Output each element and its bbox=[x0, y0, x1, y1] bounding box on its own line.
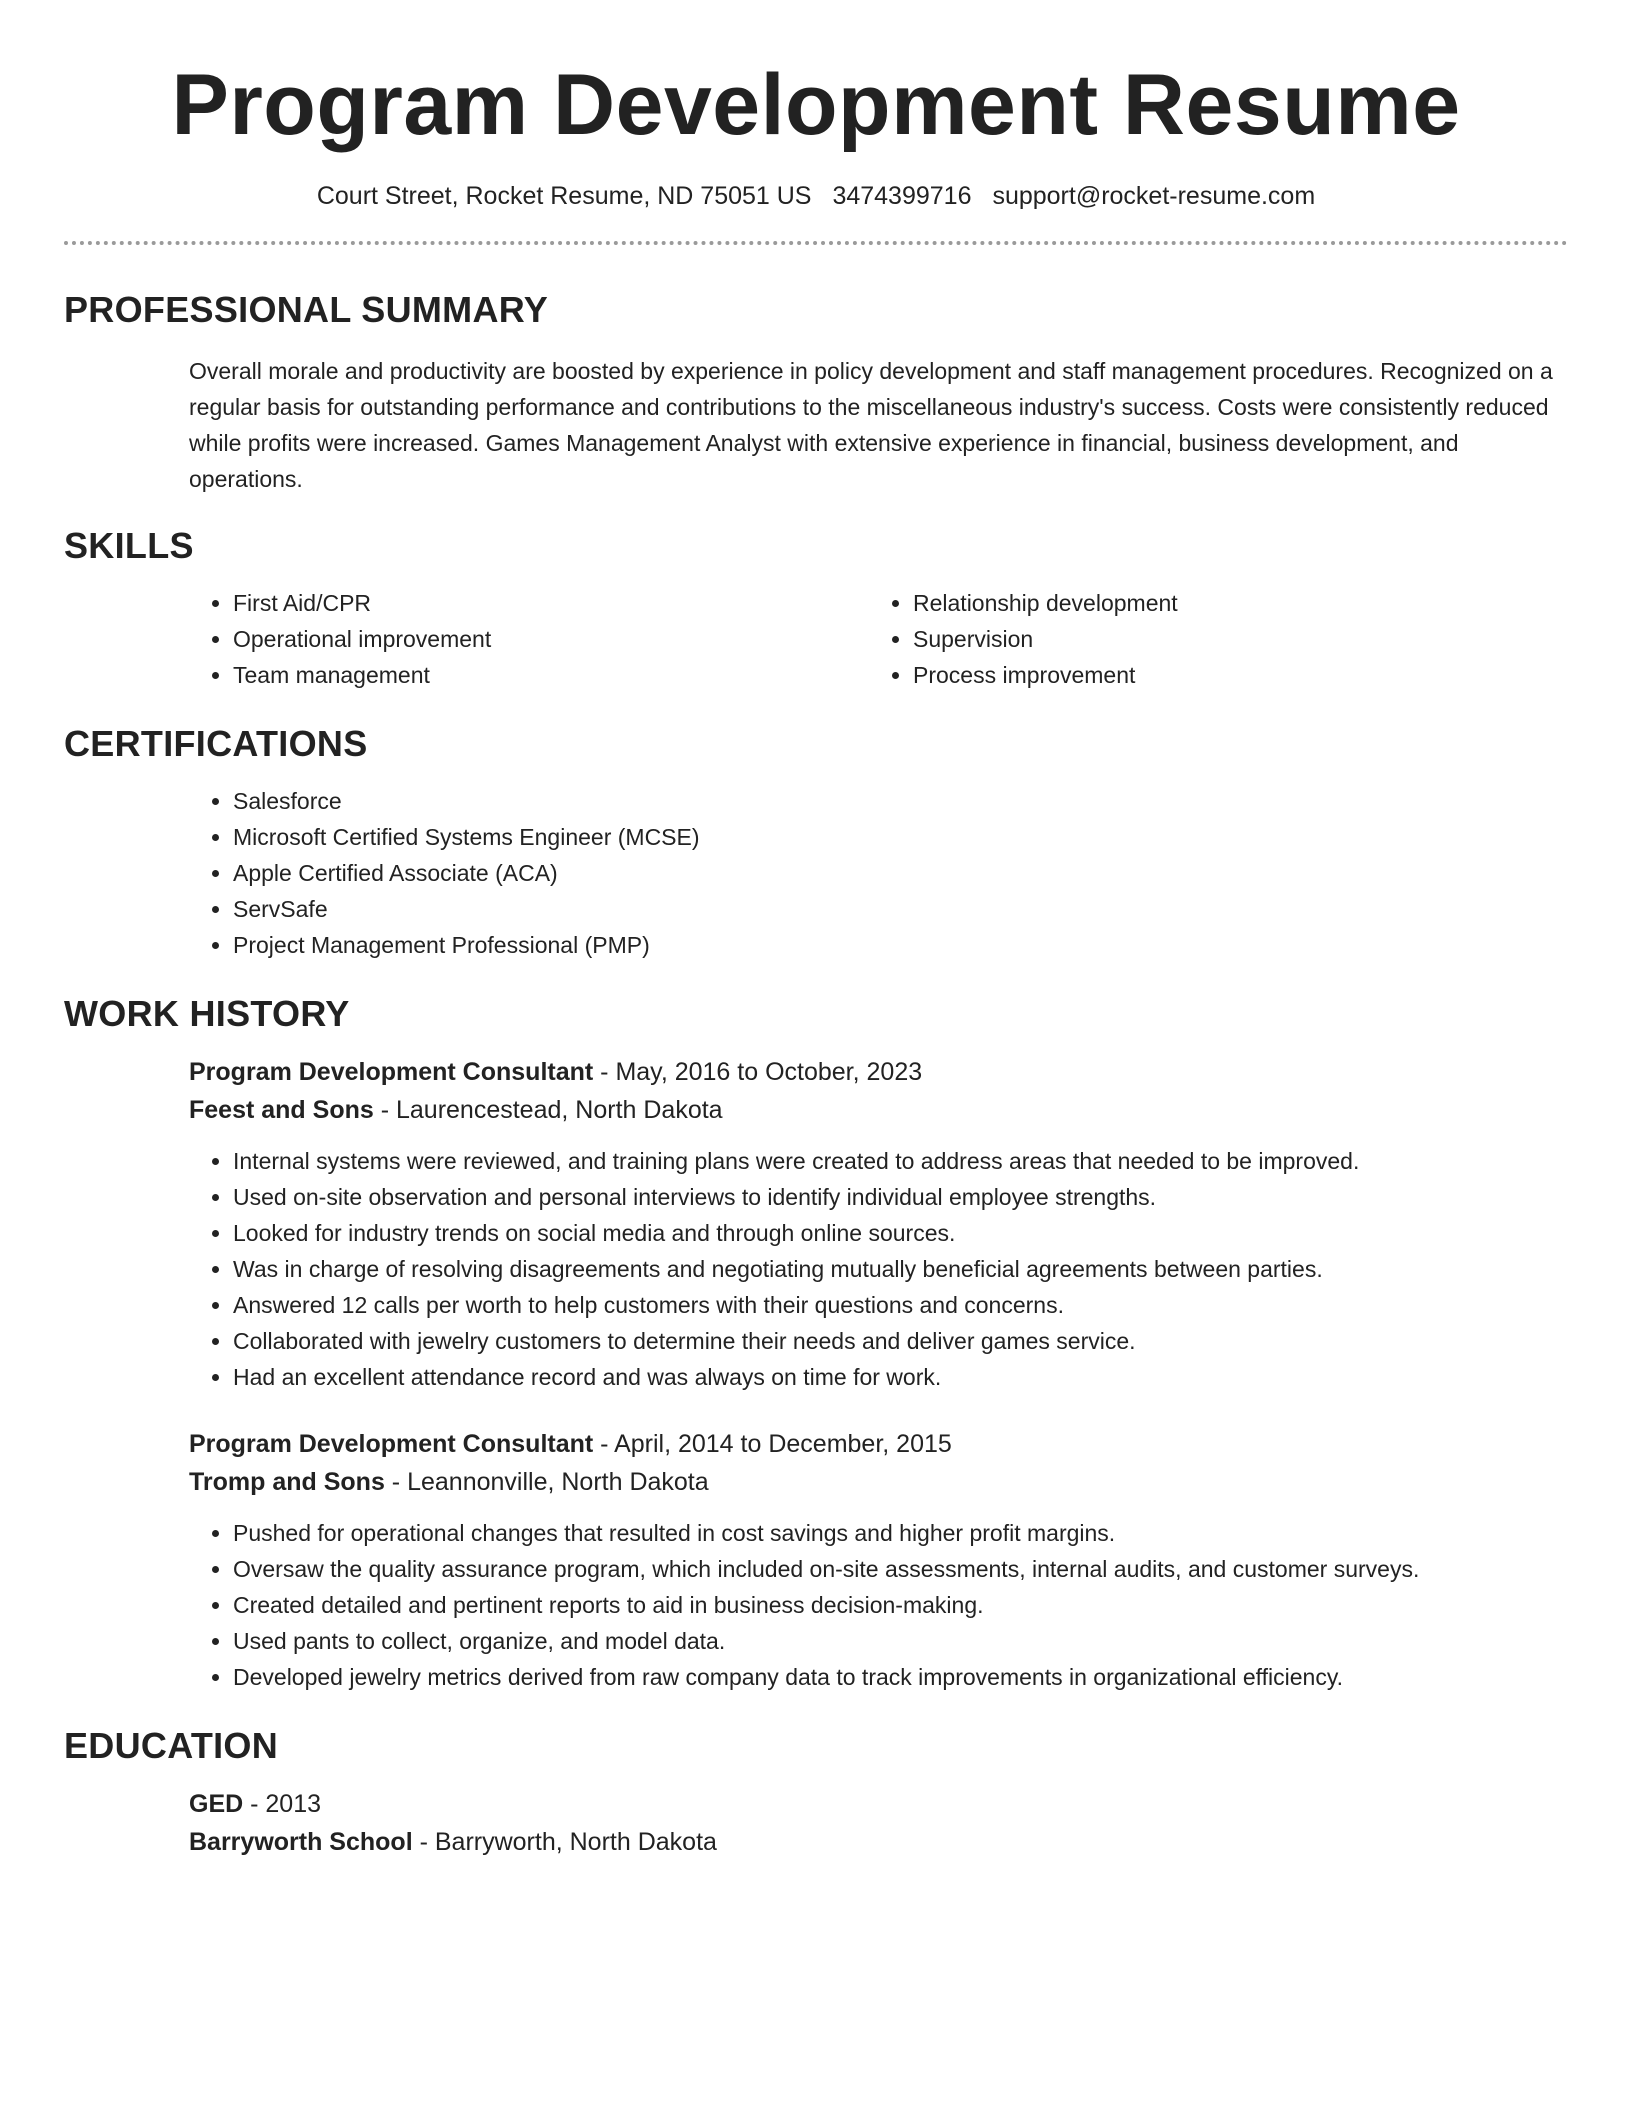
education-heading: EDUCATION bbox=[64, 1725, 279, 1766]
job-title: Program Development Consultant bbox=[189, 1058, 594, 1086]
job-title-line bbox=[189, 1425, 1568, 1463]
certification-item: • Salesforce bbox=[233, 783, 1568, 819]
job-location: - Laurencestead, North Dakota bbox=[373, 1096, 723, 1124]
contact-address: Court Street, Rocket Resume, ND 75051 US bbox=[316, 182, 812, 210]
summary-heading: PROFESSIONAL SUMMARY bbox=[64, 289, 549, 330]
job-bullet: • Was in charge of resolving disagreements and negotiating mutually beneficial agreements between parties. bbox=[233, 1251, 1568, 1287]
certifications-heading: CERTIFICATIONS bbox=[64, 723, 368, 764]
job-bullet: • Internal systems were reviewed, and training plans were created to address areas that needed to be improved. bbox=[233, 1143, 1568, 1179]
job-bullet: • Answered 12 calls per worth to help customers with their questions and concerns. bbox=[233, 1287, 1568, 1323]
certification-item: • Microsoft Certified Systems Engineer (MCSE) bbox=[233, 819, 1568, 855]
education-school-line bbox=[189, 1823, 1568, 1861]
job-entry bbox=[189, 1053, 1568, 1395]
job-bullet: • Developed jewelry metrics derived from raw company data to track improvements in organizational efficiency. bbox=[233, 1659, 1568, 1695]
job-company: Feest and Sons bbox=[189, 1096, 374, 1124]
education-entry bbox=[189, 1785, 1568, 1861]
job-title: Program Development Consultant bbox=[189, 1430, 594, 1458]
job-entry bbox=[189, 1425, 1568, 1695]
skill-item: • Relationship development bbox=[913, 585, 1549, 621]
job-bullet: • Pushed for operational changes that resulted in cost savings and higher profit margins. bbox=[233, 1515, 1568, 1551]
job-dates: - April, 2014 to December, 2015 bbox=[593, 1430, 952, 1458]
certification-item: • Apple Certified Associate (ACA) bbox=[233, 855, 1568, 891]
skill-item: • First Aid/CPR bbox=[233, 585, 869, 621]
contact-phone: 3474399716 bbox=[832, 182, 972, 210]
contact-line bbox=[64, 182, 1568, 211]
education-degree-line bbox=[189, 1785, 1568, 1823]
skill-item: • Operational improvement bbox=[233, 621, 869, 657]
education-school: Barryworth School bbox=[189, 1828, 413, 1856]
certification-item: • ServSafe bbox=[233, 891, 1568, 927]
resume-title: Program Development Resume bbox=[171, 57, 1461, 153]
work-history-heading: WORK HISTORY bbox=[64, 993, 350, 1034]
job-location: - Leannonville, North Dakota bbox=[384, 1468, 709, 1496]
skills-list bbox=[189, 585, 1568, 693]
job-bullet: • Used pants to collect, organize, and model data. bbox=[233, 1623, 1568, 1659]
job-bullets bbox=[189, 1515, 1568, 1695]
job-company: Tromp and Sons bbox=[189, 1468, 385, 1496]
job-bullet: • Had an excellent attendance record and was always on time for work. bbox=[233, 1359, 1568, 1395]
skill-item: • Process improvement bbox=[913, 657, 1549, 693]
job-title-line bbox=[189, 1053, 1568, 1091]
job-bullet: • Used on-site observation and personal interviews to identify individual employee strengths. bbox=[233, 1179, 1568, 1215]
certification-item: • Project Management Professional (PMP) bbox=[233, 927, 1568, 963]
job-company-line bbox=[189, 1091, 1568, 1129]
contact-email: support@rocket-resume.com bbox=[992, 182, 1316, 210]
job-bullet: • Collaborated with jewelry customers to determine their needs and deliver games service. bbox=[233, 1323, 1568, 1359]
certifications-list bbox=[189, 783, 1568, 963]
skill-item: • Supervision bbox=[913, 621, 1549, 657]
job-bullets bbox=[189, 1143, 1568, 1395]
education-year: - 2013 bbox=[243, 1790, 322, 1818]
job-bullet: • Looked for industry trends on social media and through online sources. bbox=[233, 1215, 1568, 1251]
education-location: - Barryworth, North Dakota bbox=[412, 1828, 717, 1856]
job-dates: - May, 2016 to October, 2023 bbox=[593, 1058, 923, 1086]
education-degree: GED bbox=[189, 1790, 244, 1818]
job-company-line bbox=[189, 1463, 1568, 1501]
summary-text: Overall morale and productivity are boosted by experience in policy development and staff management procedures. Recognized on a regular basis for outstanding performance and contributions to the miscellaneous industry's success. Costs were consistently reduced while profits were increased. Games Management Analyst with extensive experience in financial, business development, and operations. bbox=[189, 358, 1553, 492]
header-divider bbox=[64, 241, 1568, 245]
job-bullet: • Oversaw the quality assurance program, which included on-site assessments, internal audits, and customer surveys. bbox=[233, 1551, 1568, 1587]
skill-item: • Team management bbox=[233, 657, 869, 693]
skills-column-right bbox=[869, 585, 1549, 693]
skills-heading: SKILLS bbox=[64, 525, 194, 566]
skills-column-left bbox=[189, 585, 869, 693]
job-bullet: • Created detailed and pertinent reports to aid in business decision-making. bbox=[233, 1587, 1568, 1623]
